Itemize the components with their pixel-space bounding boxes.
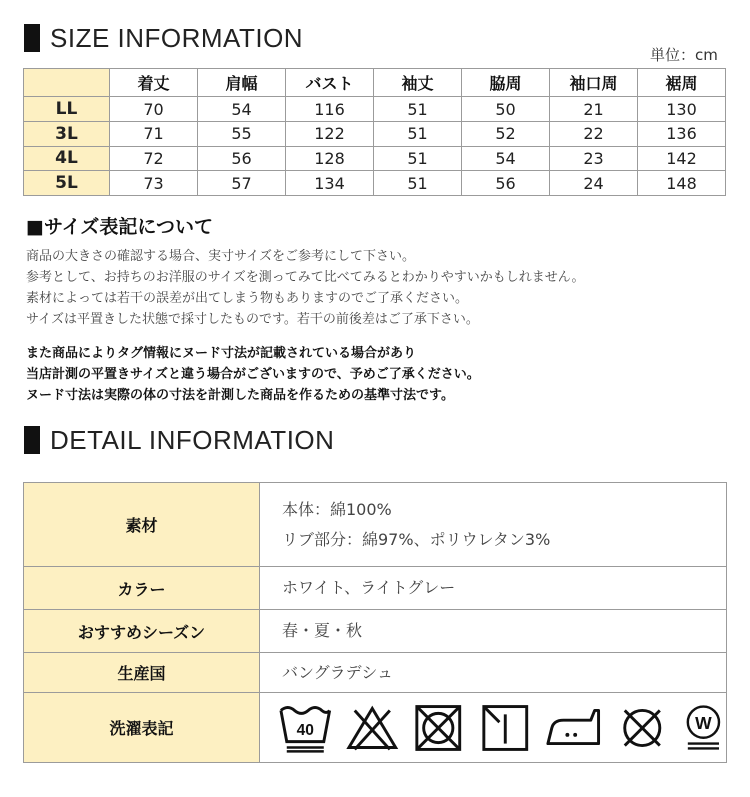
size-cell: 54 bbox=[462, 146, 550, 171]
size-cell: 122 bbox=[286, 121, 374, 146]
size-cell: 116 bbox=[286, 97, 374, 122]
col-header: 袖丈 bbox=[374, 69, 462, 97]
detail-info-title: DETAIL INFORMATION bbox=[50, 424, 335, 455]
size-cell: 128 bbox=[286, 146, 374, 171]
size-cell: 73 bbox=[110, 171, 198, 196]
bold-note-line: ヌード寸法は実際の体の寸法を計測した商品を作るための基準寸法です。 bbox=[26, 388, 454, 403]
size-cell: 51 bbox=[374, 146, 462, 171]
season-label: おすすめシーズン bbox=[24, 610, 260, 653]
size-cell: 51 bbox=[374, 171, 462, 196]
size-table-header-row bbox=[24, 69, 726, 97]
header-bar bbox=[24, 24, 40, 52]
size-cell: 24 bbox=[550, 171, 638, 196]
size-cell: 21 bbox=[550, 97, 638, 122]
size-cell: 23 bbox=[550, 146, 638, 171]
wash-label: 洗濯表記 bbox=[24, 693, 260, 763]
no-tumble-dry-icon bbox=[411, 702, 466, 754]
note-line: 素材によっては若干の誤差が出てしまう物もありますのでご了承ください。 bbox=[26, 291, 469, 306]
no-dry-clean-icon bbox=[615, 702, 670, 754]
note-line: 参考として、お持ちのお洋服のサイズを測ってみて比べてみるとわかりやすいかもしれません。 bbox=[26, 270, 585, 285]
material-line: 本体：綿100% bbox=[282, 499, 392, 519]
corner-cell bbox=[24, 69, 110, 97]
bold-note-line: また商品によりタグ情報にヌード寸法が記載されている場合があり bbox=[26, 346, 417, 361]
size-cell: 22 bbox=[550, 121, 638, 146]
size-label: 4L bbox=[24, 146, 110, 171]
size-cell: 130 bbox=[638, 97, 726, 122]
size-notes-heading: ■サイズ表記について bbox=[26, 216, 214, 238]
wash-icons bbox=[278, 702, 726, 754]
size-label: LL bbox=[24, 97, 110, 122]
detail-row-wash bbox=[24, 693, 727, 763]
table-row bbox=[24, 146, 726, 171]
detail-row-color bbox=[24, 567, 727, 610]
material-value bbox=[260, 483, 727, 567]
table-row bbox=[24, 171, 726, 196]
col-header: 脇周 bbox=[462, 69, 550, 97]
detail-row-material bbox=[24, 483, 727, 567]
col-header: 肩幅 bbox=[198, 69, 286, 97]
wash-temp-text: 40 bbox=[296, 721, 314, 739]
size-info-title: SIZE INFORMATION bbox=[50, 22, 304, 53]
header-bar bbox=[24, 426, 40, 454]
detail-table bbox=[23, 482, 727, 763]
note-line: サイズは平置きした状態で採寸したものです。若干の前後差はご了承下さい。 bbox=[26, 312, 479, 327]
wash-40-icon bbox=[278, 702, 333, 754]
no-bleach-icon bbox=[345, 702, 400, 754]
size-notes bbox=[26, 246, 584, 330]
col-header: 着丈 bbox=[110, 69, 198, 97]
material-line: リブ部分：綿97%、ポリウレタン3% bbox=[282, 529, 551, 549]
size-cell: 56 bbox=[462, 171, 550, 196]
bold-note-line: 当店計測の平置きサイズと違う場合がございますので、予めご了承ください。 bbox=[26, 367, 480, 382]
detail-info-header bbox=[24, 426, 334, 454]
size-cell: 70 bbox=[110, 97, 198, 122]
wash-icons-cell bbox=[260, 693, 727, 763]
col-header: 裾周 bbox=[638, 69, 726, 97]
col-header: 袖口周 bbox=[550, 69, 638, 97]
size-cell: 148 bbox=[638, 171, 726, 196]
iron-low-icon bbox=[544, 702, 602, 754]
size-cell: 54 bbox=[198, 97, 286, 122]
size-cell: 50 bbox=[462, 97, 550, 122]
table-row bbox=[24, 121, 726, 146]
material-label: 素材 bbox=[24, 483, 260, 567]
wet-clean-icon bbox=[681, 702, 726, 754]
col-header: バスト bbox=[286, 69, 374, 97]
table-row bbox=[24, 97, 726, 122]
note-line: 商品の大きさの確認する場合、実寸サイズをご参考にして下さい。 bbox=[26, 249, 415, 264]
size-label: 5L bbox=[24, 171, 110, 196]
size-cell: 55 bbox=[198, 121, 286, 146]
size-cell: 71 bbox=[110, 121, 198, 146]
size-cell: 52 bbox=[462, 121, 550, 146]
size-cell: 56 bbox=[198, 146, 286, 171]
size-cell: 57 bbox=[198, 171, 286, 196]
color-value: ホワイト、ライトグレー bbox=[260, 567, 727, 610]
size-cell: 51 bbox=[374, 121, 462, 146]
size-cell: 136 bbox=[638, 121, 726, 146]
origin-label: 生産国 bbox=[24, 653, 260, 693]
origin-value: バングラデシュ bbox=[260, 653, 727, 693]
detail-row-origin bbox=[24, 653, 727, 693]
size-label: 3L bbox=[24, 121, 110, 146]
color-label: カラー bbox=[24, 567, 260, 610]
size-info-header bbox=[24, 24, 303, 52]
line-dry-shade-icon bbox=[478, 702, 533, 754]
season-value: 春・夏・秋 bbox=[260, 610, 727, 653]
size-cell: 51 bbox=[374, 97, 462, 122]
wet-clean-letter: W bbox=[695, 712, 712, 733]
size-cell: 72 bbox=[110, 146, 198, 171]
unit-label: 単位：cm bbox=[650, 46, 718, 64]
size-table bbox=[23, 68, 726, 196]
detail-row-season bbox=[24, 610, 727, 653]
nude-size-notes bbox=[26, 343, 480, 406]
size-cell: 134 bbox=[286, 171, 374, 196]
size-cell: 142 bbox=[638, 146, 726, 171]
